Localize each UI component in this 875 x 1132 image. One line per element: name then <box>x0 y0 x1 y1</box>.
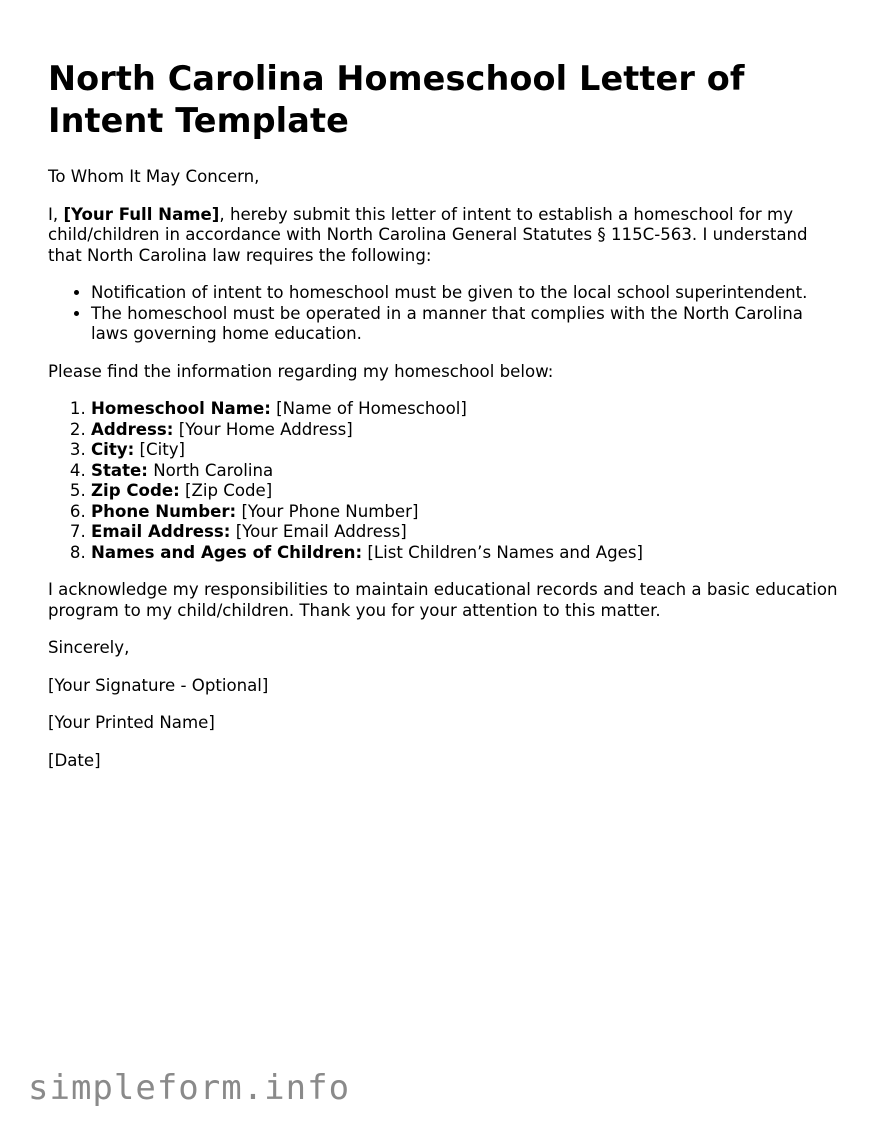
info-intro: Please find the information regarding my homeschool below: <box>48 361 554 381</box>
watermark: simpleform.info <box>28 1068 351 1108</box>
field-value: [Zip Code] <box>185 481 273 500</box>
field-label: City: <box>91 440 135 459</box>
field-label: Email Address: <box>91 522 231 541</box>
field-label: Address: <box>91 419 174 439</box>
field-label: Zip Code: <box>91 481 180 500</box>
info-item-address <box>91 420 838 441</box>
full-name-placeholder: [Your Full Name] <box>63 204 220 224</box>
intro-prefix: I, <box>48 204 64 224</box>
letter-document <box>48 58 838 788</box>
field-value: [List Children’s Names and Ages] <box>367 542 643 562</box>
info-item-state <box>91 461 838 482</box>
field-value: [Name of Homeschool] <box>276 399 467 418</box>
field-value: [City] <box>139 440 186 459</box>
signature-placeholder: [Your Signature - Optional] <box>48 675 269 695</box>
requirements-list <box>48 283 838 345</box>
printed-name-placeholder: [Your Printed Name] <box>48 713 215 732</box>
field-value: [Your Email Address] <box>235 522 407 541</box>
date-placeholder: [Date] <box>48 750 101 770</box>
field-label: Phone Number: <box>91 501 237 521</box>
closing: Sincerely, <box>48 638 130 657</box>
info-item-city <box>91 440 838 461</box>
intro-paragraph <box>48 205 838 267</box>
requirement-item: • Notification of intent to homeschool must be given to the local school superintendent. <box>91 283 838 304</box>
field-value: North Carolina <box>153 460 274 480</box>
salutation: To Whom It May Concern, <box>48 167 260 186</box>
info-item-zip-code <box>91 481 838 502</box>
info-item-email-address <box>91 522 838 543</box>
homeschool-info-list <box>48 399 838 563</box>
field-label: Homeschool Name: <box>91 399 271 418</box>
document-title: North Carolina Homeschool Letter of Intent Template <box>48 59 745 140</box>
field-value: [Your Phone Number] <box>241 501 419 521</box>
acknowledgement-paragraph: I acknowledge my responsibilities to maintain educational records and teach a basic education program to my child/children. Thank you for your attention to this matter. <box>48 580 838 620</box>
info-item-children <box>91 543 838 564</box>
info-item-phone-number <box>91 502 838 523</box>
field-value: [Your Home Address] <box>178 419 353 439</box>
intro-text: , hereby submit this letter of intent to establish a homeschool for my child/children in accordance with North Carolina General Statutes § 115C-563. I understand that North Carolina law requires the following: <box>48 204 808 265</box>
field-label: Names and Ages of Children: <box>91 542 363 562</box>
requirement-item: • The homeschool must be operated in a manner that complies with the North Carolina laws governing home education. <box>91 304 838 345</box>
field-label: State: <box>91 460 148 480</box>
info-item-homeschool-name <box>91 399 838 420</box>
